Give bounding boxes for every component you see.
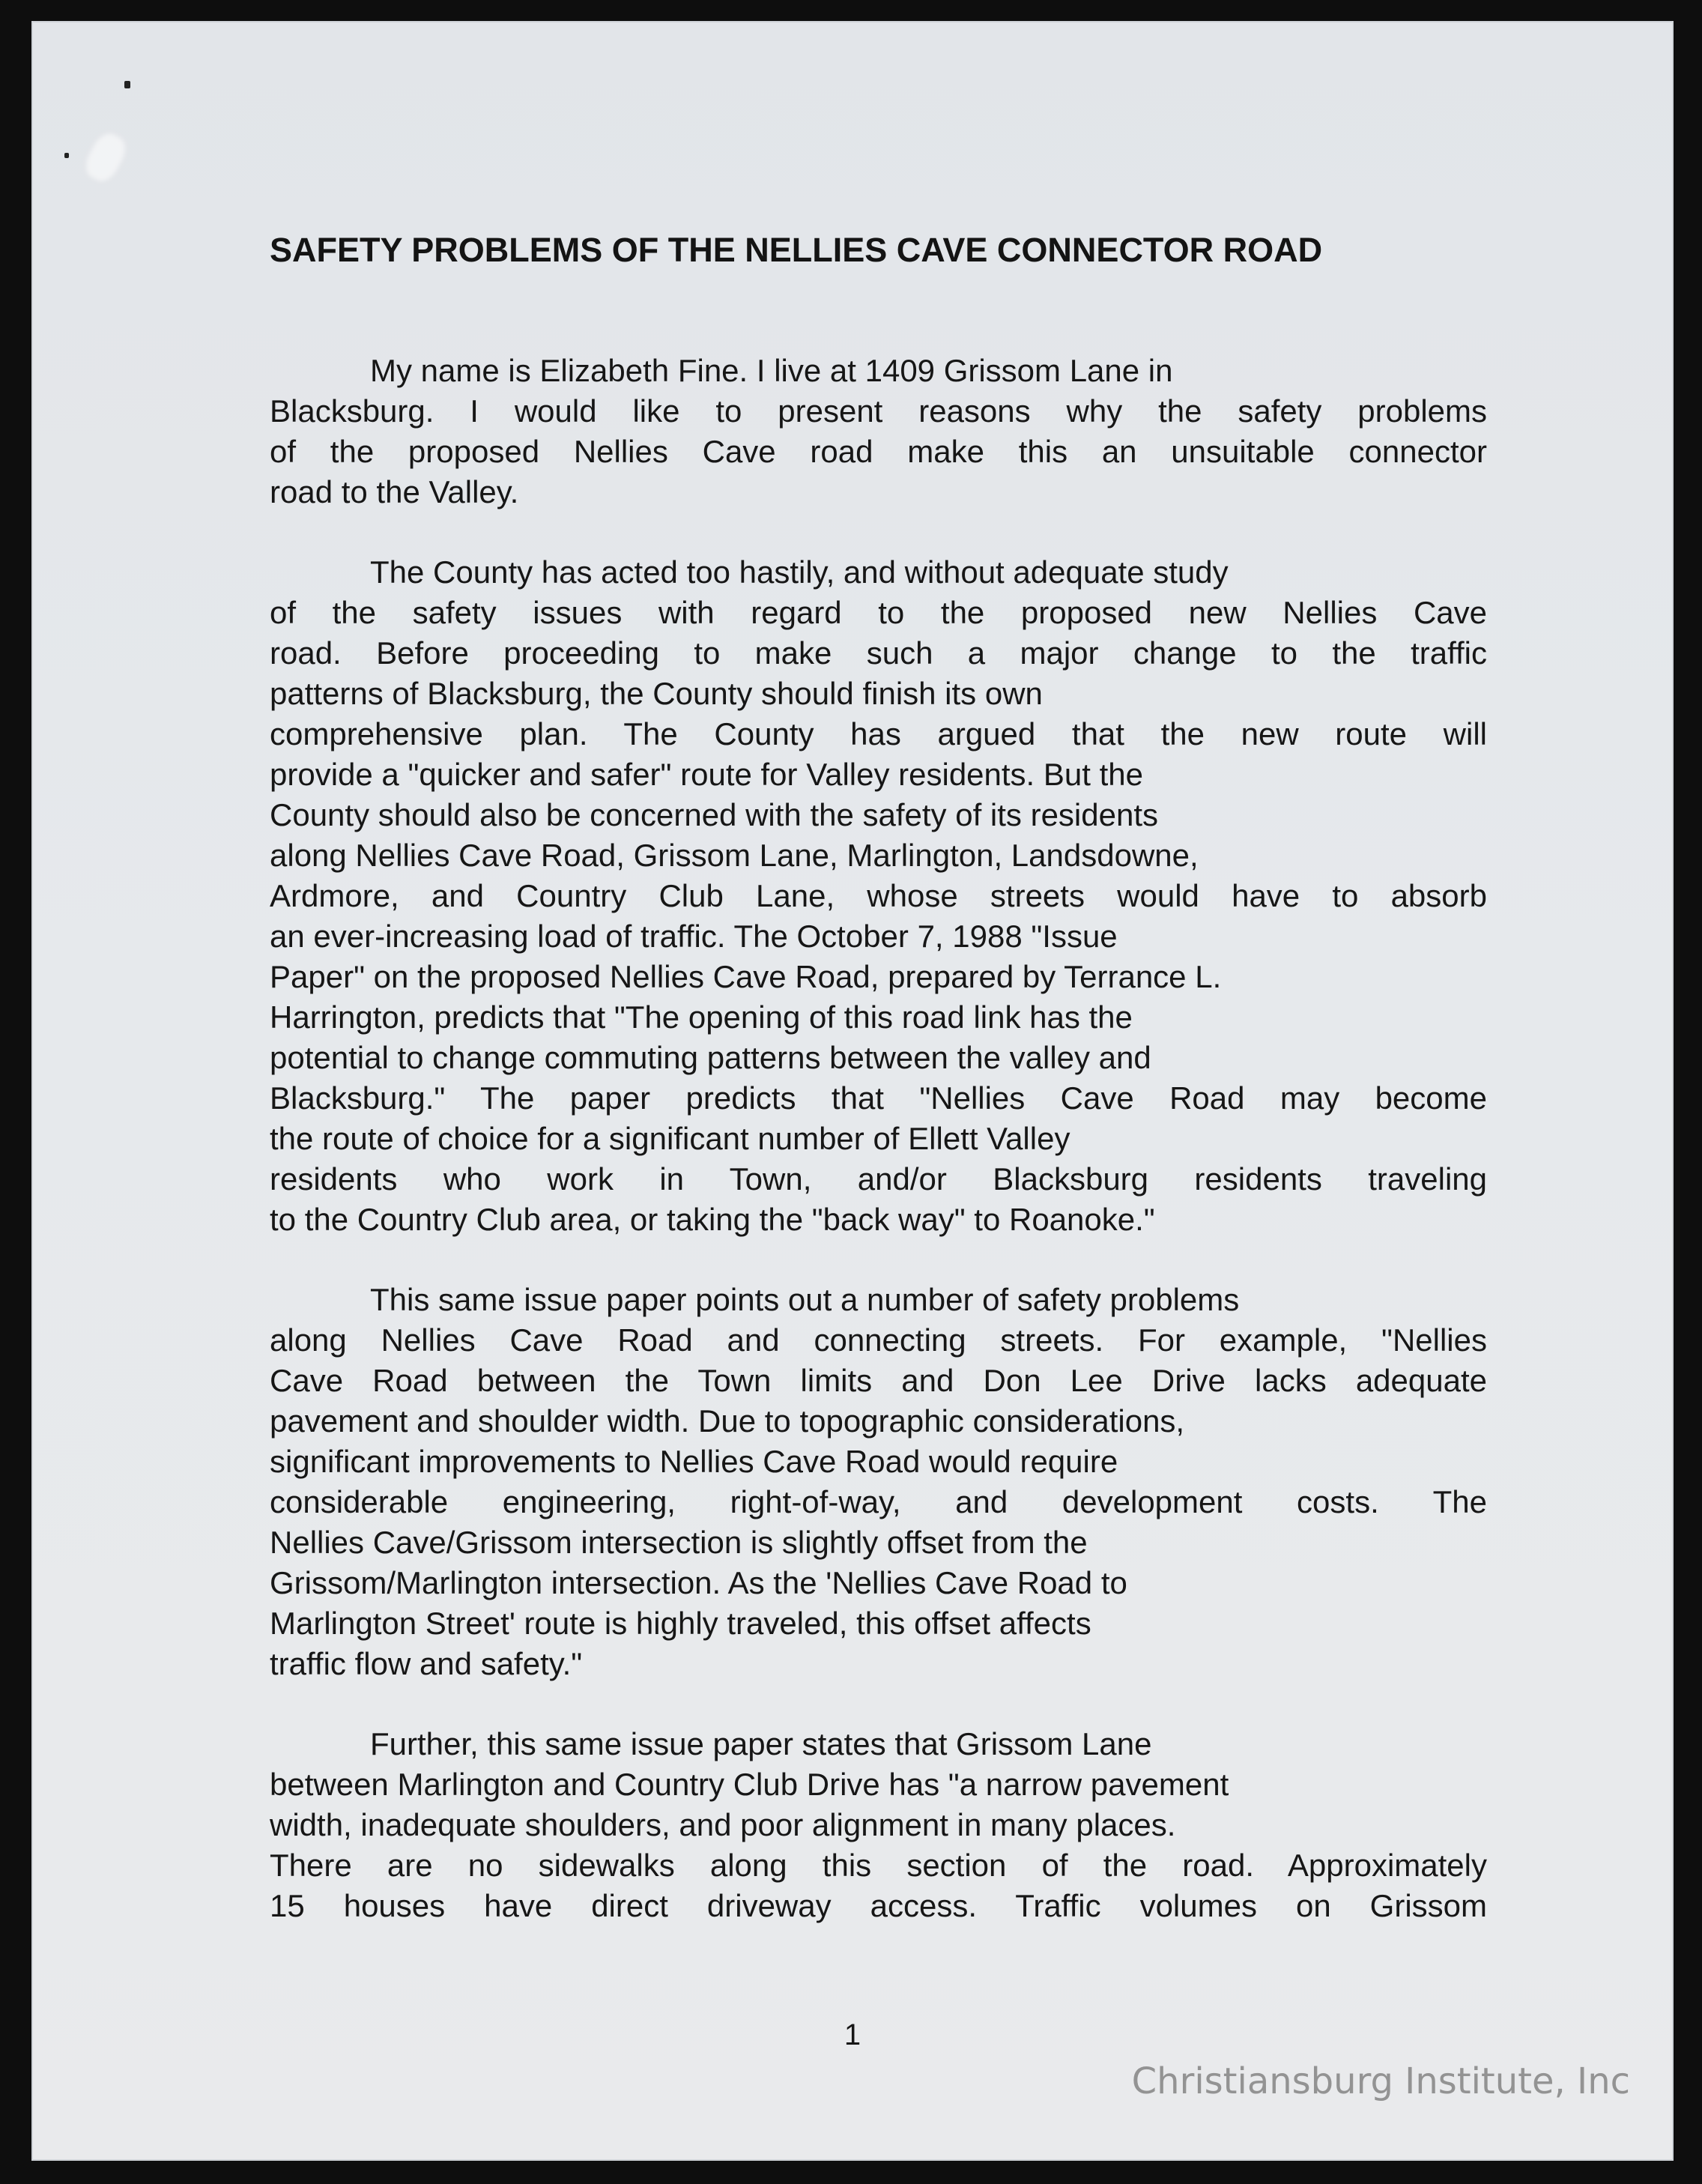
text-line: County should also be concerned with the safety of its residents bbox=[270, 797, 1159, 832]
text-line: Grissom/Marlington intersection. As the 'Nellies Cave Road to bbox=[270, 1565, 1127, 1600]
text-line: traffic flow and safety." bbox=[270, 1646, 583, 1681]
text-line: considerable engineering, right-of-way, and development costs. The bbox=[270, 1484, 1487, 1519]
text-line: There are no sidewalks along this section of the road. Approximately bbox=[270, 1848, 1487, 1883]
text-line: Blacksburg." The paper predicts that "Nellies Cave Road may become bbox=[270, 1080, 1487, 1116]
text-line: Marlington Street' route is highly traveled, this offset affects bbox=[270, 1606, 1091, 1641]
text-line: Harrington, predicts that "The opening of this road link has the bbox=[270, 999, 1133, 1035]
text-line: Ardmore, and Country Club Lane, whose streets would have to absorb bbox=[270, 878, 1487, 913]
text-line: comprehensive plan. The County has argued that the new route will bbox=[270, 716, 1487, 751]
text-line: width, inadequate shoulders, and poor alignment in many places. bbox=[270, 1807, 1176, 1842]
text-line: pavement and shoulder width. Due to topographic considerations, bbox=[270, 1403, 1185, 1439]
text-line: The County has acted too hastily, and without adequate study bbox=[370, 554, 1229, 590]
text-line: Blacksburg. I would like to present reasons why the safety problems bbox=[270, 393, 1487, 429]
paragraph-2 bbox=[270, 552, 1487, 1240]
text-line: road to the Valley. bbox=[270, 474, 519, 509]
text-line: along Nellies Cave Road, Grissom Lane, Marlington, Landsdowne, bbox=[270, 838, 1199, 873]
text-line: the route of choice for a significant number of Ellett Valley bbox=[270, 1121, 1070, 1156]
text-line: an ever-increasing load of traffic. The October 7, 1988 "Issue bbox=[270, 919, 1118, 954]
document-page bbox=[31, 21, 1674, 2161]
text-line: Paper" on the proposed Nellies Cave Road, prepared by Terrance L. bbox=[270, 959, 1222, 994]
text-line: road. Before proceeding to make such a major change to the traffic bbox=[270, 635, 1487, 671]
text-line: significant improvements to Nellies Cave Road would require bbox=[270, 1444, 1118, 1479]
paper-speck bbox=[124, 81, 130, 88]
text-line: provide a "quicker and safer" route for Valley residents. But the bbox=[270, 757, 1143, 792]
watermark: Christiansburg Institute, Inc bbox=[1131, 2060, 1630, 2102]
paragraph-1 bbox=[270, 351, 1487, 512]
text-line: 15 houses have direct driveway access. Traffic volumes on Grissom bbox=[270, 1888, 1487, 1923]
text-line: potential to change commuting patterns between the valley and bbox=[270, 1040, 1151, 1075]
document-title: SAFETY PROBLEMS OF THE NELLIES CAVE CONNECTOR ROAD bbox=[270, 231, 1323, 269]
paragraph-3 bbox=[270, 1280, 1487, 1684]
text-line: residents who work in Town, and/or Blacksburg residents traveling bbox=[270, 1161, 1487, 1197]
paragraph-4 bbox=[270, 1724, 1487, 1926]
text-line: Nellies Cave/Grissom intersection is slightly offset from the bbox=[270, 1525, 1088, 1560]
text-line: patterns of Blacksburg, the County should finish its own bbox=[270, 676, 1043, 711]
text-line: along Nellies Cave Road and connecting streets. For example, "Nellies bbox=[270, 1322, 1487, 1358]
text-line: Cave Road between the Town limits and Don Lee Drive lacks adequate bbox=[270, 1363, 1487, 1398]
document-body bbox=[270, 351, 1487, 1966]
text-line: of the proposed Nellies Cave road make this an unsuitable connector bbox=[270, 434, 1487, 469]
page-number: 1 bbox=[844, 2018, 861, 2051]
text-line: Further, this same issue paper states that Grissom Lane bbox=[370, 1726, 1152, 1761]
paper-scuff bbox=[80, 129, 130, 186]
text-line: My name is Elizabeth Fine. I live at 1409 Grissom Lane in bbox=[370, 353, 1173, 388]
paper-speck bbox=[64, 153, 69, 158]
text-line: between Marlington and Country Club Drive has "a narrow pavement bbox=[270, 1767, 1229, 1802]
text-line: to the Country Club area, or taking the "back way" to Roanoke." bbox=[270, 1202, 1155, 1237]
text-line: This same issue paper points out a number of safety problems bbox=[370, 1282, 1240, 1317]
text-line: of the safety issues with regard to the proposed new Nellies Cave bbox=[270, 595, 1487, 630]
